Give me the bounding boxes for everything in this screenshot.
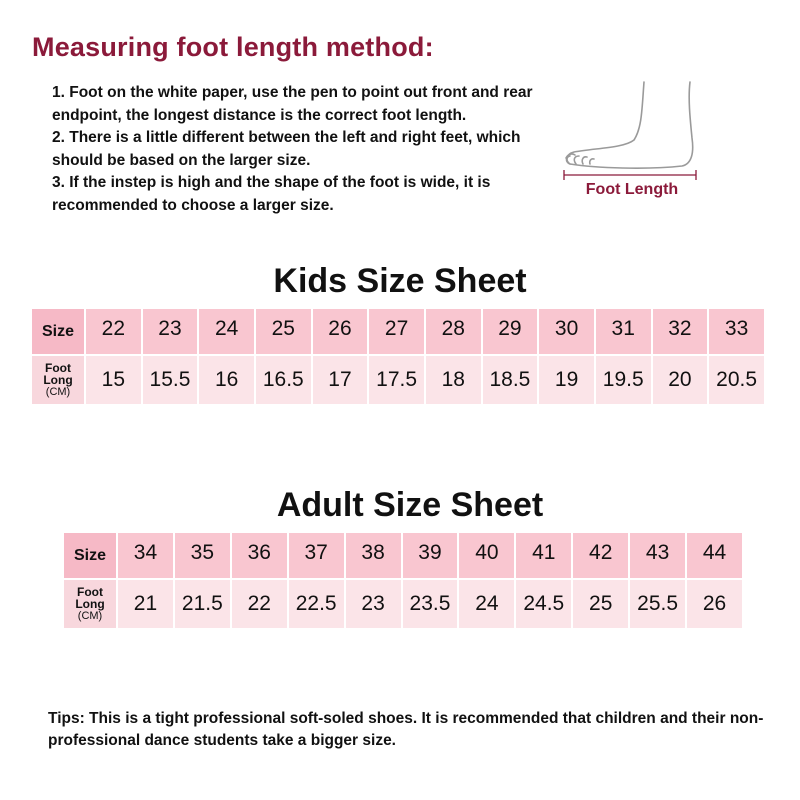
kids-foot-header-line1: Foot [45, 361, 71, 375]
kids-size-value: 24 [214, 316, 239, 340]
adult-foot-length-cell: 25 [573, 580, 630, 630]
kids-foot-length-cell: 20 [653, 356, 710, 406]
adult-size-title: Adult Size Sheet [276, 486, 544, 524]
adult-size-cell [687, 533, 744, 580]
kids-size-value: 32 [668, 316, 692, 340]
kids-foot-row [32, 356, 766, 406]
kids-size-value: 26 [328, 316, 352, 340]
adult-size-value: 40 [475, 540, 499, 564]
adult-foot-length-cell: 21.5 [175, 580, 232, 630]
kids-size-cell [539, 309, 596, 356]
adult-size-cell [573, 533, 630, 580]
kids-foot-length-cell: 15 [86, 356, 143, 406]
kids-size-cell [426, 309, 483, 356]
kids-size-table [32, 309, 766, 406]
adult-size-value: 44 [702, 540, 727, 564]
adult-size-table [64, 533, 744, 630]
kids-foot-header [32, 356, 86, 406]
method-step-3: 3. If the instep is high and the shape of the foot is wide, it is recommended to choose a larger size. [52, 174, 491, 214]
kids-size-value: 30 [554, 316, 579, 340]
kids-foot-length-cell: 16.5 [256, 356, 313, 406]
adult-foot-length-cell: 25.5 [630, 580, 687, 630]
kids-size-value: 29 [498, 316, 522, 340]
adult-size-cell [403, 533, 460, 580]
kids-size-value: 25 [271, 316, 295, 340]
kids-size-value: 27 [384, 316, 409, 340]
adult-size-cell [346, 533, 403, 580]
kids-foot-length-cell: 15.5 [143, 356, 200, 406]
kids-foot-header-line2: Long [43, 373, 73, 387]
kids-foot-length-cell: 18.5 [483, 356, 540, 406]
kids-size-cell [199, 309, 256, 356]
adult-foot-length-cell: 26 [687, 580, 744, 630]
kids-size-cell [369, 309, 426, 356]
method-title: Measuring foot length method: [32, 32, 434, 62]
adult-size-cell [118, 533, 175, 580]
kids-size-row [32, 309, 766, 356]
adult-size-cell [289, 533, 346, 580]
adult-size-value: 43 [645, 540, 670, 564]
kids-size-cell [596, 309, 653, 356]
adult-foot-length-cell: 24.5 [516, 580, 573, 630]
adult-size-cell [232, 533, 289, 580]
method-step-2: 2. There is a little different between the left and right feet, which should be based on the larger size. [52, 129, 521, 169]
adult-size-value: 35 [190, 540, 215, 564]
kids-size-value: 33 [724, 316, 749, 340]
kids-foot-length-cell: 16 [199, 356, 256, 406]
adult-size-value: 38 [361, 540, 385, 564]
kids-size-value: 28 [441, 316, 465, 340]
kids-size-value: 23 [158, 316, 182, 340]
kids-size-value: 22 [101, 316, 125, 340]
kids-foot-length-cell: 19 [539, 356, 596, 406]
method-step-1: 1. Foot on the white paper, use the pen to point out front and rear endpoint, the longest distance is the correct foot length. [52, 84, 533, 124]
adult-foot-header [64, 580, 118, 630]
adult-size-value: 41 [532, 540, 556, 564]
kids-size-cell [313, 309, 370, 356]
kids-size-cell [483, 309, 540, 356]
kids-size-cell [709, 309, 766, 356]
adult-foot-row [64, 580, 744, 630]
adult-size-cell [516, 533, 573, 580]
tips-text: Tips: This is a tight professional soft-soled shoes. It is recommended that children and their non-professional dance students take a bigger size. [48, 710, 764, 749]
kids-size-title: Kids Size Sheet [273, 262, 527, 300]
adult-foot-length-cell: 21 [118, 580, 175, 630]
adult-foot-header-line1: Foot [77, 585, 103, 599]
foot-length-label: Foot Length [585, 181, 679, 198]
kids-size-cell [256, 309, 313, 356]
kids-foot-header-unit: (CM) [45, 386, 71, 398]
adult-size-row [64, 533, 744, 580]
adult-size-value: 34 [133, 540, 158, 564]
adult-foot-header-unit: (CM) [77, 610, 103, 622]
kids-size-cell [86, 309, 143, 356]
adult-foot-length-cell: 23.5 [403, 580, 460, 630]
kids-size-header: Size [32, 309, 86, 356]
adult-foot-length-cell: 22 [232, 580, 289, 630]
adult-size-cell [630, 533, 687, 580]
kids-foot-length-cell: 17.5 [369, 356, 426, 406]
kids-size-cell [653, 309, 710, 356]
adult-size-cell [175, 533, 232, 580]
adult-foot-length-cell: 24 [459, 580, 516, 630]
adult-size-value: 39 [418, 540, 442, 564]
adult-size-value: 37 [304, 540, 328, 564]
kids-foot-length-cell: 20.5 [709, 356, 766, 406]
adult-foot-length-cell: 23 [346, 580, 403, 630]
adult-size-cell [459, 533, 516, 580]
kids-foot-length-cell: 18 [426, 356, 483, 406]
adult-size-value: 36 [247, 540, 271, 564]
kids-foot-length-cell: 17 [313, 356, 370, 406]
adult-size-header: Size [64, 533, 118, 580]
kids-size-value: 31 [611, 316, 635, 340]
method-steps [52, 82, 552, 217]
adult-foot-header-line2: Long [75, 597, 105, 611]
kids-foot-length-cell: 19.5 [596, 356, 653, 406]
kids-size-cell [143, 309, 200, 356]
adult-foot-length-cell: 22.5 [289, 580, 346, 630]
adult-size-value: 42 [589, 540, 613, 564]
